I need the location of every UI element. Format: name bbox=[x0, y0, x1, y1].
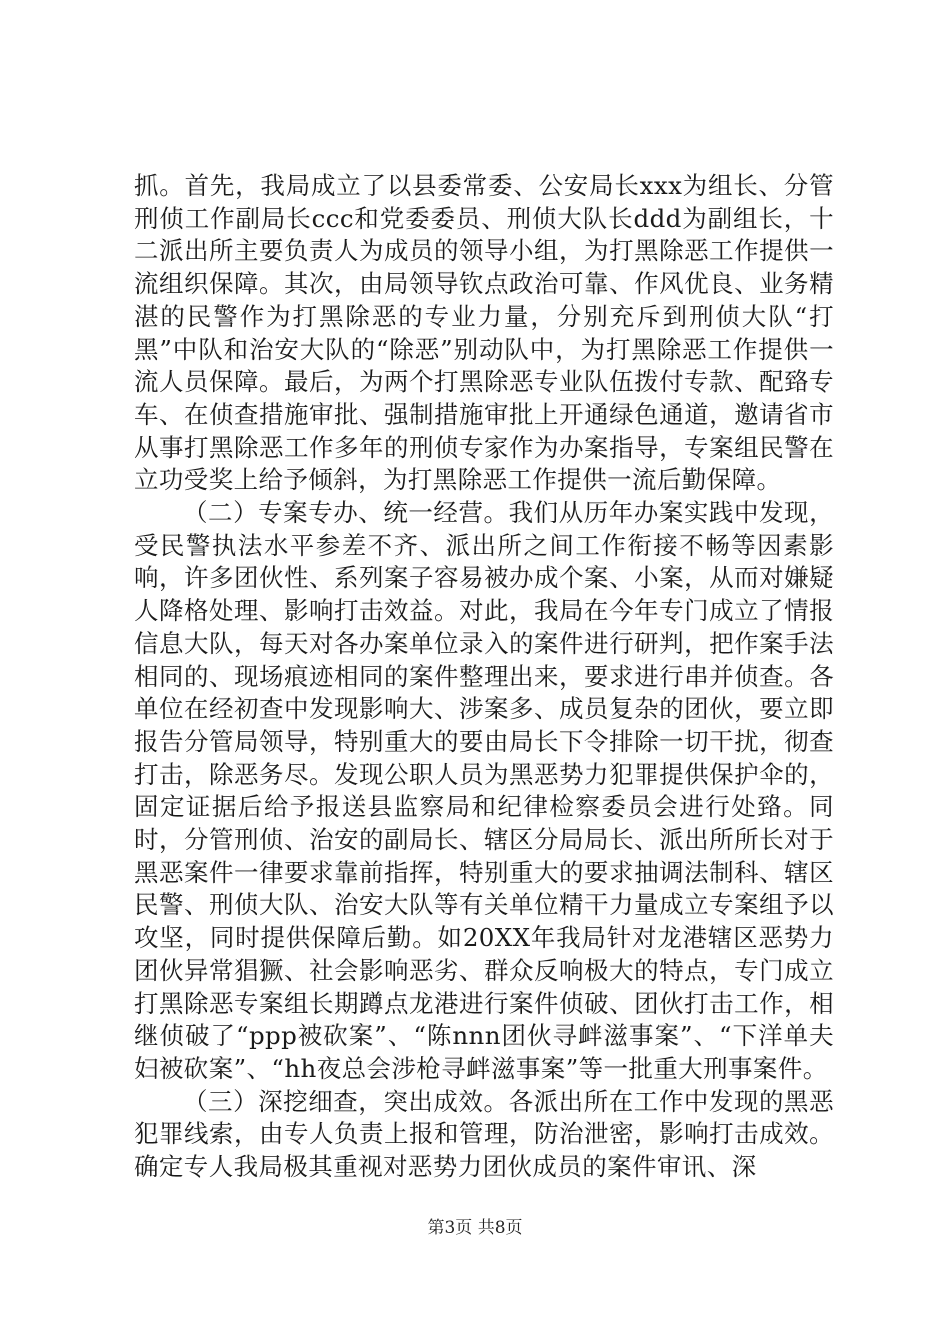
page-number-footer: 第3页 共8页 bbox=[427, 1218, 523, 1238]
paragraph-3: （三）深挖细查，突出成效。各派出所在工作中发现的黑恶犯罪线索，由专人负责上报和管理，防治泄密，影响打击成效。确定专人我局极其重视对恶势力团伙成员的案件审讯、深 bbox=[134, 1086, 834, 1182]
document-body bbox=[134, 170, 834, 1184]
paragraph-2: （二）专案专办、统一经营。我们从历年办案实践中发现，受民警执法水平参差不齐、派出所之间工作衔接不畅等因素影响，许多团伙性、系列案子容易被办成个案、小案，从而对嫌疑人降格处理、影响打击效益。对此，我局在今年专门成立了情报信息大队，每天对各办案单位录入的案件进行研判，把作案手法相同的、现场痕迹相同的案件整理出来，要求进行串并侦查。各单位在经初查中发现影响大、涉案多、成员复杂的团伙，要立即报告分管局领导，特别重大的要由局长下令排除一切干扰，彻查打击，除恶务尽。发现公职人员为黑恶势力犯罪提供保护伞的，固定证据后给予报送县监察局和纪律检察委员会进行处臵。同时，分管刑侦、治安的副局长、辖区分局局长、派出所所长对于黑恶案件一律要求靠前指挥，特别重大的要求抽调法制科、辖区民警、刑侦大队、治安大队等有关单位精干力量成立专案组予以攻坚，同时提供保障后勤。如20XX年我局针对龙港辖区恶势力团伙异常猖獗、社会影响恶劣、群众反响极大的特点，专门成立打黑除恶专案组长期蹲点龙港进行案件侦破、团伙打击工作，相继侦破了“ppp被砍案”、“陈nnn团伙寻衅滋事案”、“下洋单夫妇被砍案”、“hh夜总会涉枪寻衅滋事案”等一批重大刑事案件。 bbox=[134, 498, 834, 1083]
paragraph-1: 抓。首先，我局成立了以县委常委、公安局长xxx为组长、分管刑侦工作副局长ccc和党委委员、刑侦大队长ddd为副组长，十二派出所主要负责人为成员的领导小组，为打黑除恶工作提供一流组织保障。其次，由局领导钦点政治可靠、作风优良、业务精湛的民警作为打黑除恶的专业力量，分别充斥到刑侦大队“打黑”中队和治安大队的“除恶”别动队中，为打黑除恶工作提供一流人员保障。最后，为两个打黑除恶专业队伍拨付专款、配臵专车、在侦查措施审批、强制措施审批上开通绿色通道，邀请省市从事打黑除恶工作多年的刑侦专家作为办案指导，专案组民警在立功受奖上给予倾斜，为打黑除恶工作提供一流后勤保障。 bbox=[134, 171, 834, 495]
